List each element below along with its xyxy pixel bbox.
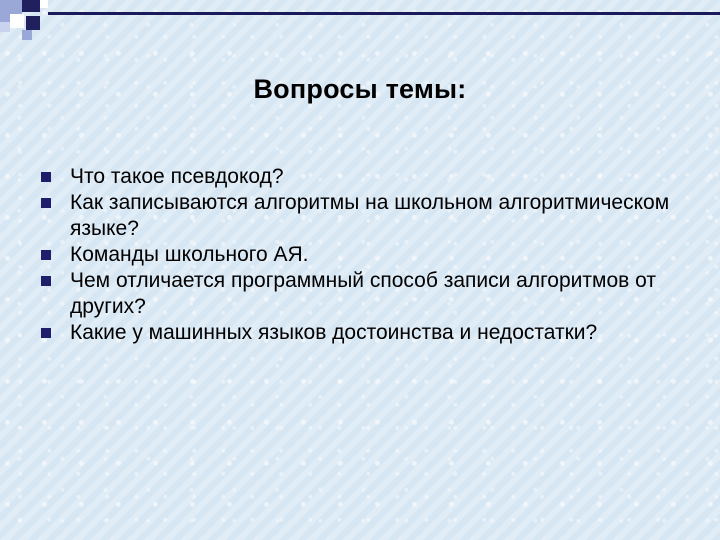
- bullet-item: [40, 242, 700, 268]
- decorative-square: [40, 0, 48, 8]
- decorative-square: [10, 14, 24, 28]
- square-bullet-icon: [41, 198, 51, 208]
- decorative-square: [22, 30, 32, 40]
- bullet-list: [40, 164, 700, 346]
- bullet-text: Команды школьного АЯ.: [70, 243, 309, 266]
- bullet-text: Что такое псевдокод?: [70, 165, 284, 188]
- bullet-item: [40, 164, 700, 190]
- corner-decoration: [0, 0, 720, 50]
- decorative-square: [0, 22, 10, 32]
- square-bullet-icon: [41, 328, 51, 338]
- bullet-text: Как записываются алгоритмы на школьном алгоритмическом языке?: [70, 191, 670, 240]
- bullet-item: [40, 320, 700, 346]
- square-bullet-icon: [41, 276, 51, 286]
- bullet-item: [40, 268, 700, 320]
- header-line: [48, 12, 720, 15]
- decorative-square: [26, 16, 40, 30]
- square-bullet-icon: [41, 172, 51, 182]
- bullet-text: Какие у машинных языков достоинства и недостатки?: [70, 321, 598, 344]
- square-bullet-icon: [41, 250, 51, 260]
- bullet-item: [40, 190, 700, 242]
- decorative-square: [22, 0, 40, 12]
- slide-title: Вопросы темы:: [253, 74, 467, 104]
- bullet-text: Чем отличается программный способ записи алгоритмов от других?: [70, 269, 656, 318]
